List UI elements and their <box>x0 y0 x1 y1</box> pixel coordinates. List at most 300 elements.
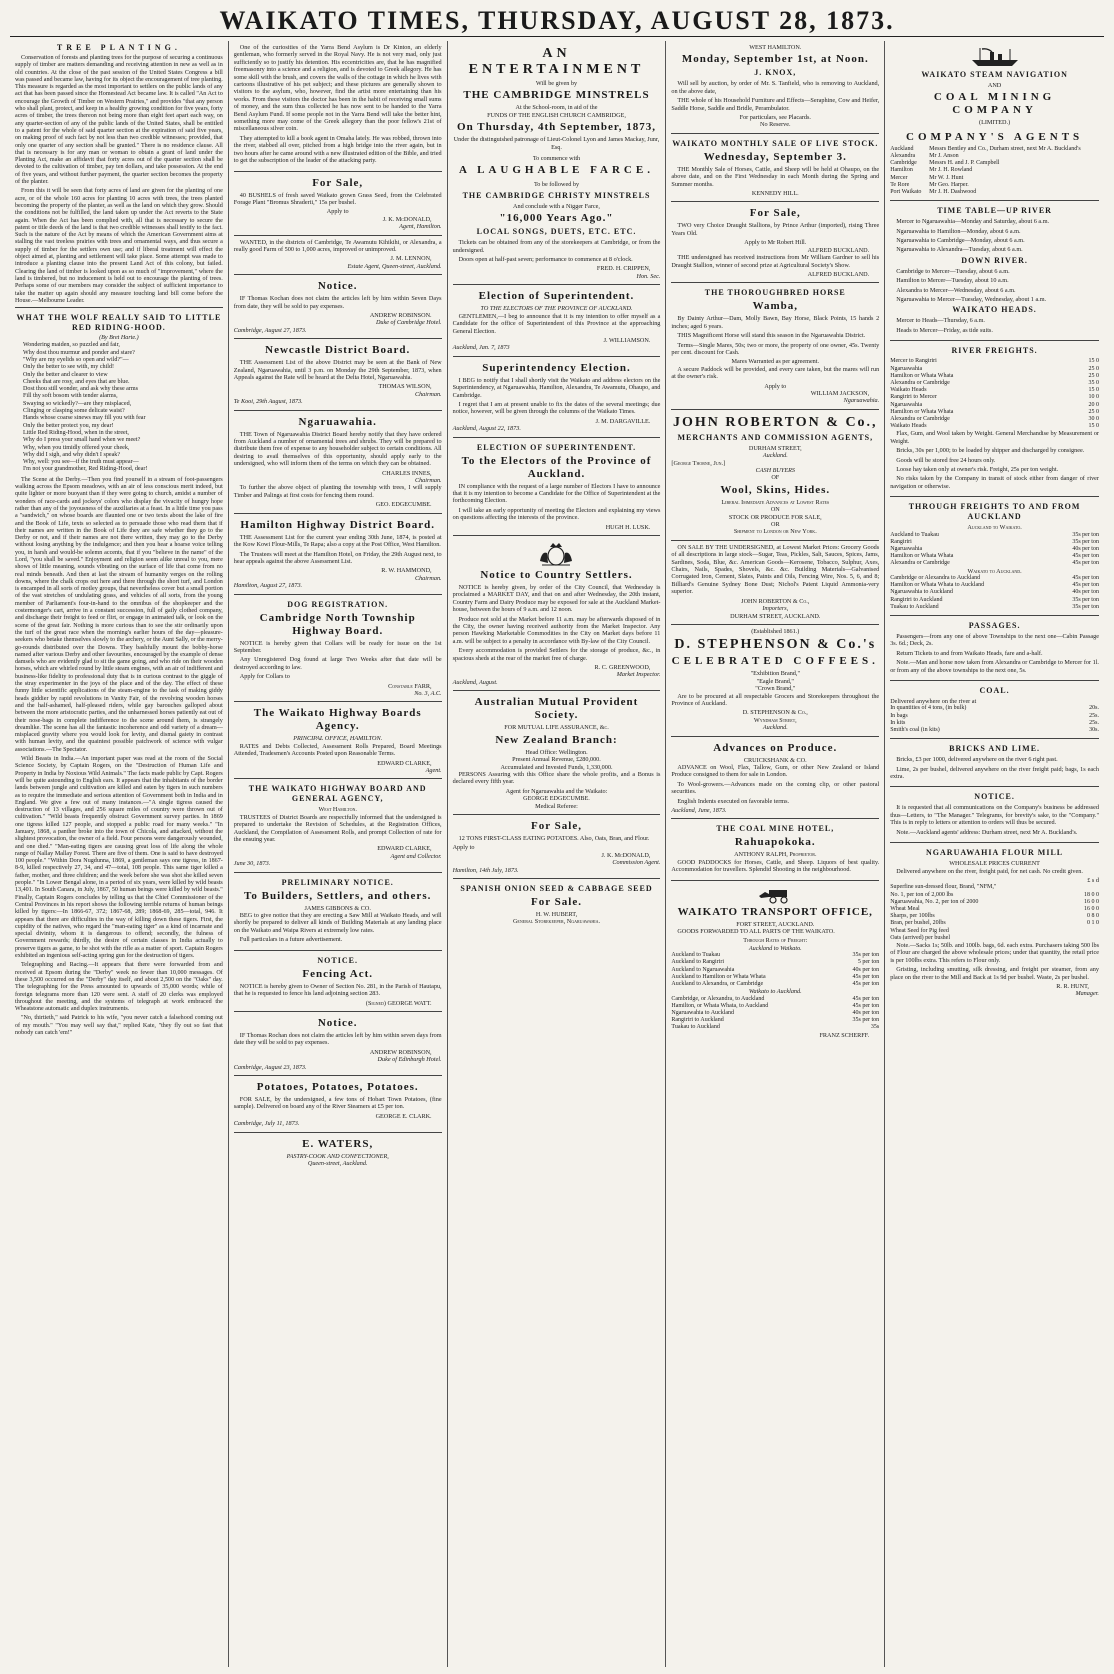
row-label: Alexandra <box>890 153 916 160</box>
ad-stallions <box>671 202 879 283</box>
ad-signature-sub: Duke of Edinburgh Hotel. <box>377 1056 442 1064</box>
ad-text: Terms—Single Mares, 50s; two or more, the property of one owner, 45s. Twenty per cent. discount for Cash. <box>671 341 880 356</box>
row-label: Hamilton or Whata Whata <box>890 408 954 415</box>
ad-title: Notice. <box>317 280 358 293</box>
ad-text: And conclude with a Nigger Farce, <box>513 202 600 210</box>
ad-text: TRUSTEES of District Boards are respectfully informed that the undersigned is prepared to undertake the Revision of Schedules, at the Registration Offices, Auckland, the Compilation of Assessment Rolls, and prompt Collection of rate for the ensuing year. <box>233 813 442 844</box>
ad-text: Goods will be stored free 24 hours only. <box>896 456 996 464</box>
row-value <box>1073 884 1099 891</box>
table-row <box>890 928 1099 935</box>
ad-title: LOCAL SONGS, DUETS, ETC. ETC. <box>476 227 637 237</box>
ad-text: "Crown Brand," <box>755 685 796 693</box>
ad-title: Wamba, <box>752 300 798 313</box>
ad-text: Apply to <box>764 382 787 390</box>
ad-text: GENTLEMEN,—I beg to announce that it is my intention to offer myself as a Candidate for the office of Superintendent of this Province at the approaching General Election. <box>452 312 661 335</box>
table-row <box>890 423 1099 430</box>
ad-text: A secure Paddock will be provided, and every care taken, but the mares will run at the owner's risk. <box>671 365 880 381</box>
time-table-line: Mercer to Ngaruawahia—Monday and Saturday, about 6 a.m. <box>896 218 1050 226</box>
ad-text: IF Thomas Kochan does not claim the articles left by him within Seven Days from date, they will be sold to pay expenses. <box>233 295 442 310</box>
ad-wanted <box>234 236 442 276</box>
row-label: Smith's coal (in kits) <box>890 727 940 734</box>
row-value: 10 0 <box>1088 394 1099 401</box>
ad-signature-sub: No. 3, A.C. <box>414 689 442 697</box>
table-row <box>890 373 1099 380</box>
column-1 <box>10 41 229 1667</box>
ad-title: Potatoes, Potatoes, Potatoes. <box>256 1080 419 1093</box>
ad-signature: FRANZ SCHERFF. <box>819 1031 870 1039</box>
ad-ngaruawahia <box>234 411 442 514</box>
royal-crest-icon <box>536 541 576 567</box>
row-label: Wheat Meal <box>890 905 920 912</box>
poem-author: (By Bret Harte.) <box>99 335 139 342</box>
ad-text: CASH BUYERS <box>755 467 795 474</box>
ad-text: Apply to Mr Robert Hill. <box>744 239 807 247</box>
table-row <box>890 160 1099 167</box>
row-value: 30s. <box>1089 727 1099 734</box>
row-value: 45s per ton <box>852 1002 880 1009</box>
row-value: 0 8 0 <box>1086 913 1099 920</box>
table-row <box>671 996 879 1003</box>
ad-text: OF <box>771 474 780 482</box>
ad-date: Cambridge, July 11, 1873. <box>233 1120 300 1128</box>
row-label: Hamilton or Whata Whata <box>890 553 954 560</box>
row-label: Alexandra or Cambridge <box>890 560 950 567</box>
row-label: Waikato Heads <box>890 387 927 394</box>
ad-signature: GEO. EDGECUMBE. <box>375 501 432 509</box>
ad-title: Notice to Country Settlers. <box>480 569 633 581</box>
row-label: Cambridge <box>890 160 917 167</box>
ad-amp-society <box>453 691 661 815</box>
table-row <box>890 589 1099 596</box>
row-label: Rangiriri to Mercer <box>890 394 937 401</box>
ad-text: TWO very Choice Draught Stallions, by Prince Arthur (imported), rising Three Years Old. <box>671 222 880 237</box>
ad-bricks-lime <box>890 739 1099 787</box>
ad-text: Agent for Ngaruawahia and the Waikato: <box>505 787 608 795</box>
table-row <box>890 146 1099 153</box>
time-table-line: Ngaruawahia to Hamilton—Monday, about 6 a.m. <box>896 227 1021 235</box>
ad-subtitle: West Hamilton. <box>318 806 357 814</box>
ad-subtitle: Queen-street, Auckland. <box>307 1159 368 1167</box>
ad-text: English Indents executed on favorable terms. <box>677 797 790 805</box>
ad-text: Any Unregistered Dog found at large Two Weeks after that date will be destroyed according to law. <box>233 656 442 671</box>
ad-text: Note.—Auckland agents' address: Durham street, next Mr A. Buckland's. <box>896 828 1078 836</box>
ad-text: Shipment to London or New York. <box>733 528 817 536</box>
ad-signature-sub: Duke of Cambridge Hotel. <box>375 319 442 327</box>
ad-title: BRICKS AND LIME. <box>949 744 1041 754</box>
ad-text: Loose hay taken only at owner's risk. Freight, 25s per ton weight. <box>896 465 1059 473</box>
table-row <box>890 884 1099 891</box>
masthead: WAIKATO TIMES, THURSDAY, AUGUST 28, 1873. <box>10 6 1104 37</box>
row-label: Cambridge, or Alexandra, to Auckland <box>671 995 765 1002</box>
ad-text: To be followed by <box>533 181 580 189</box>
ad-text: Waikato to Auckland. <box>748 988 802 996</box>
ad-entertainment <box>453 41 661 285</box>
ad-text: I BEG to notify that I shall shortly visit the Waikato and address electors on the Superintendency, at Ngaruawahia, Hamilton, Alexandra, Te Awamutu, Ohaupo, and Cambridge. <box>452 376 661 399</box>
freight-table <box>671 952 879 988</box>
ad-subtitle: WHOLESALE PRICES CURRENT <box>949 860 1040 868</box>
ad-time-table <box>890 201 1099 341</box>
table-row <box>890 913 1099 920</box>
row-label: Auckland to Tuakau <box>671 952 721 959</box>
ad-signature: JOHN ROBERTON & Co., <box>741 597 810 605</box>
table-row <box>890 358 1099 365</box>
poem-text: Wondering maiden, so puzzled and fair, Why dost thou murmur and ponder and stare? "Why are my eyelids so open and wild?"— Only the better to see with, my child! Only the better and clearer to view Cheeks that are rosy, and eyes that are blue. Dost thou still wonder, and ask why these arms Fill thy soft bosom with tender alarms, Swaying so wickedly?—are they misplaced, Clinging or clasping some delicate waist? Hands whose coarse sinews may fill you with fear Only the better protect you, my dear! Little Red Riding-Hood, when in the street, Why do I press your small hand when we meet? Why, when you timidly offered your cheek, Why did I sigh, and why didn't I speak? Why, well: you see—if the truth must appear— I'm not your grandmother, Red Riding-Hood, dear! <box>23 342 148 473</box>
row-label: Ngaruawahia <box>890 365 923 372</box>
column-4 <box>666 41 885 1667</box>
ad-date: Wednesday, September 3. <box>703 150 847 163</box>
row-value: 40s per ton <box>852 966 880 973</box>
article-poem <box>15 307 223 474</box>
row-value: 25 0 <box>1088 372 1099 379</box>
table-row <box>890 366 1099 373</box>
ad-election-lusk <box>453 438 661 536</box>
ad-knox-auction <box>671 41 879 134</box>
ad-signature-sub: Chairman. <box>414 390 442 398</box>
ad-grass-seed <box>234 172 442 236</box>
ad-river-freights <box>890 341 1099 497</box>
ad-title: For Sale, <box>531 819 582 832</box>
ad-title: For Sale. <box>531 895 582 908</box>
ad-title: "16,000 Years Ago." <box>499 212 614 225</box>
row-label: Hamilton or Whata Whata to Auckland <box>890 582 985 589</box>
ad-signature: (Signed) GEORGE WATT. <box>365 999 432 1007</box>
ad-signature: D. STEPHENSON & Co., <box>742 709 808 717</box>
ad-text: Liberal Immediate Advances at Lowest Rates <box>721 498 830 506</box>
ad-text: STOCK OR PRODUCE FOR SALE, <box>728 513 822 521</box>
ad-text: WANTED, in the districts of Cambridge, Te Awamutu Kihikihi, or Alexandra, a really good Farm of 500 to 1,000 acres, improved or unimproved. <box>233 238 442 253</box>
article-paragraph: The Scene at the Derby.—Then you find yourself in a stream of foot-passengers walking across the Epsom meadows, with an air of less conscious merit indeed, but quite lighter or more buoyant than if they were going to church, amidst a number of wonders of race-cards and jockeys' colors who display the vivacity of hungry hope rather than any of the joyousness of the auxiliaries at a feast. In a little time you pass a "sandwich," on whose boards are flaunted one or two texts about the lake of fire and the Book of Life, texts so selected as to persuade those who read them that if their names are written in the Book of Life they are safe whether they go to the Derby or not, and if their names are not there written, they may go to the Derby without losing anything by the indulgence; and then you hear a hoarse voice telling you, in harsh and would-be solemn accents, that if you "believe in the name" of the Lord, "you shall be saved." Enjoyment and religion seem alike unreal to you, mere shows of little meaning, sounds vibrating on the surface of life that come from no real minds beneath. And then at last the stream of humanity verges on the rolling downs, where the chalk crops out here and there through the short turf, and London is encamped in all sorts of motley groups, that nevertheless cover but a small portion of the vast stretches of undulating grass, and vehicles of all sorts, from the young member of Parliament's four-in-hand to the omnibus of the shopkeeper and the costermonger's cart, arrive in a constant succession, full of gaily clothed company, and discharge their freight to feed or flirt, or engage in animated talk, or look on the scene of the great fair. Nothing is more curious than to see the stir ordinarily upon the turf of the great race when the morning's earlier hours of the day—pleasure-seekers who betake themselves slowly to the archery, or the Aunt Sally, or the merry-go-rounds distributed over the Downs. They bashfully mount the bobby-horse named after various Derby and other favourites, encouraged by the example of dense damsels who are evidently glad to sit the game going, and who ride on their wooden horses, which are whirled round by little steam engines, with an air of indifferent and business-like fidelity to professional duty that is in curious contrast to the giggle of the stray experimenter in the joys of the place and of the day. The effect of these funny little scientific applications of the steam-engine to the task of making giddy heads giddier by rapid revolutions in Vanity Fair, of the revolving wooden horses and the half-ashamed, half-pleased riders, while gay barouches galloped about between the more aristocratic parties, and the unharnessed horses patiently eat out of their nose-bags in complete indifference to the scene around them, is strangely dreamlike. The scene has all the fantastic incoherence and odd variety of a dream—misplaced gravity where you would look for levity, and dismal gaiety in contrast with human levity, and the quaintest possible patchwork of science with vulgar associations.—The Spectator. <box>15 476 223 753</box>
table-row <box>890 713 1099 720</box>
row-value: Mr J. H. Dashwood <box>929 189 977 196</box>
ad-subtitle: TO THE ELECTORS OF THE PROVINCE OF AUCKLAND. <box>480 305 633 313</box>
ad-seed <box>453 879 661 930</box>
ad-date: Auckland, June, 1873. <box>671 807 727 814</box>
row-label: Oats (arrived) per bushel <box>890 934 950 941</box>
ad-text: NOTICE is hereby given that Collars will be ready for issue on the 1st September. <box>233 639 442 654</box>
ad-text: Head Office: Wellington. <box>525 748 588 756</box>
ad-text: PERSONS Assuring with this Office share the whole profits, and a Bonus is declared every fifth year. <box>452 770 661 786</box>
ad-title: Rahuapokoka. <box>734 836 816 849</box>
table-row <box>671 967 879 974</box>
ad-text: Waikato to Auckland. <box>967 567 1022 575</box>
ad-title: For Sale, <box>312 176 364 189</box>
article-asylum <box>234 41 442 172</box>
row-label: Rangiriri to Auckland <box>671 1017 724 1024</box>
ad-date: Cambridge, August 23, 1873. <box>233 1063 307 1071</box>
time-table-line: Hamilton to Mercer—Tuesday, about 10 a.m. <box>896 277 1009 285</box>
ad-signature: CHARLES INNES, <box>382 469 432 477</box>
row-label: Te Rore <box>890 181 910 188</box>
ad-title: Fencing Act. <box>302 967 374 980</box>
table-row <box>890 604 1099 611</box>
ad-text: Present Annual Revenue, £280,000. <box>512 756 601 764</box>
ad-text: Accumulated and Invested Funds, 1,330,000. <box>500 763 613 771</box>
row-value: Mr W. J. Hunt <box>929 174 964 181</box>
ad-text: ADVANCE on Wool, Flax, Tallow, Gum, or other New Zealand or Island Produce consigned to them for sale in London. <box>671 763 880 779</box>
freight-table <box>890 358 1099 430</box>
ad-passages <box>890 616 1099 681</box>
table-row <box>890 597 1099 604</box>
table-row <box>671 959 879 966</box>
row-value: 25 0 <box>1088 408 1099 415</box>
ad-title: Newcastle District Board. <box>265 344 411 357</box>
ad-text: Tickets can be obtained from any of the storekeepers at Cambridge, or from the undersigned. <box>452 239 661 254</box>
row-value: 16 0 0 <box>1083 898 1099 905</box>
row-value: 35s per ton <box>1072 603 1099 610</box>
row-label: Bran, per bushel, 20lbs <box>890 920 946 927</box>
ad-date: Hamilton, August 27, 1873. <box>233 582 303 590</box>
freight-table <box>671 996 879 1032</box>
ad-text: DURHAM STREET, <box>748 444 802 452</box>
ad-title: WAIKATO HEADS. <box>952 305 1037 315</box>
row-value: 15 0 <box>1088 423 1099 430</box>
columns <box>10 41 1104 1667</box>
agents-table <box>890 146 1099 196</box>
row-value: 18 0 0 <box>1083 891 1099 898</box>
ad-title: J. KNOX, <box>754 68 797 78</box>
ad-text: To commence with <box>532 155 581 163</box>
ad-highway-agency <box>234 702 442 779</box>
ad-title: D. STEPHENSON & Co.'s <box>674 637 877 653</box>
article-paragraph: One of the curiosities of the Yarra Bend Asylum is Dr Kinton, an elderly gentleman, who formerly served in the Royal Navy. He is not very mad, only just sufficiently so to justify his detention. His eccentricities are, that he has magnified freemasonry into a science and a religion, and is devoted to Greek allegory. He has some skill with the brush, and covers the walls of the cottage in which he lives with cartoons illustrative of his pet subject; and these pictures are generally shown to visitors to the asylum, who, however, find the artist more entertaining than his works. From these visitors the doctor has been in the habit of receiving small sums of money, and the sum thus collected he has now sent to be handed to the Yarra Bend Asylum Fund. If some people not in the Yarra Bend will take the better hint, something more may come of the Greek allegory than the poor fellow's 21st of miscellaneous silver coin. <box>233 44 442 133</box>
ad-signature-sub: Chairman. <box>414 574 442 582</box>
article-paragraph: Wild Beasts in India.—An important paper was read at the room of the Social Science Society, by Captain Rogers, on the "Destruction of Human Life and Property in India by Noxious Wild Animals." The facts made public by Capt. Rogers will be quite astounding to English ears. It appears that the inhabitants of the border lands between jungle and cultivation are killed and eaten by tigers in such numbers as to require the immediate and serious attention of Government both in India and in England. We give a few out of many instances.—"A single tigress caused the destruction of 13 villages, and 256 square miles of country were thrown out of cultivation." "Wild beasts frequently obstruct Government survey parties. In 1869 one tigress killed 127 people, and stopped a public road for many weeks." "In January, 1868, a panther broke into the town of Chicola, and attacked, without the slightest provocation, the owner of a field. Four persons were dangerously wounded, and one died." "Man-eating tigers are causing great loss of life along the whole range of Nallay Mallay Forest. There are five of them. One is said to have destroyed 100 people." "Within Dora Nugdunna, 1869, a gentleman says one tigress, in 1867-8-9, killed respectively 27, 34, and 47—total, 108 people. This same tiger killed a father, mother, and three children; and the week before she was shot she killed seven people." "In Lower Bengal alone, in a period of six years, were killed by wild beasts 13,401. In South Canara, in July, 1867, 50 human beings were killed by wild beasts." Finally, Captain Rogers concludes by telling us that the Chief Commissioner of the Central Provinces in his report shows the following terrible returns of human beings killed by tigers:—In 1866-67, 372; 1867-68, 289; 1868-69, 285—total, 946. It appears that there are difficulties in the way of killing down these tigers. First, the cupidity of the natives, who regard the "man-eating tiger" as a kind of incarnate and special divinity, whom it is dangerous to offend; secondly, the fulness of Government rewards; thirdly, the desire of certain classes in India actually to preserve tigers as game, to be shot with the rifle as a matter of sport. Captain Rogers exhibited an ingenious self-acting spring gun for the destruction of tigers. <box>15 756 223 960</box>
row-label: Auckland to Ngaruawahia <box>671 966 735 973</box>
row-label: Ngaruawahia to Auckland <box>671 1010 735 1017</box>
freight-table <box>890 575 1099 611</box>
ad-text: Return Tickets to and from Waikato Heads, fare and a-half. <box>896 649 1043 657</box>
row-label: In bags <box>890 712 908 719</box>
ad-advances <box>671 737 879 820</box>
ad-potatoes-mcdonald <box>453 815 661 879</box>
ad-market-day <box>453 536 661 691</box>
column-5 <box>885 41 1104 1667</box>
row-label: Ngaruawahia <box>890 545 923 552</box>
ad-signature: J. M. DARGAVILLE. <box>595 417 651 425</box>
ad-text: "Eagle Brand," <box>756 677 794 685</box>
ad-subtitle: WEST HAMILTON. <box>749 44 802 51</box>
row-value: 20 0 <box>1088 401 1099 408</box>
ad-text: Doors open at half-past seven; performance to commence at 8 o'clock. <box>458 256 633 264</box>
ad-signature-sub: Agent. <box>425 767 442 774</box>
ad-signature: ANDREW ROBINSON, <box>369 1048 432 1056</box>
ad-text: RATES and Debts Collected, Assessment Rolls Prepared, Board Meetings Attended, Tradesmen's Accounts Posted upon Reasonable Terms. <box>233 742 442 758</box>
row-label: Wheat Seed for Pig feed <box>890 927 949 934</box>
ad-text: Note.—Sacks 1s; 50lb. and 100lb. bags, 6d. each extra. Purchasers taking 500 lbs of Flour are charged the above wholesale prices; under that quantity, the retail price is per 100lbs extra. This refers to Flour only. <box>890 941 1099 964</box>
ad-title: Superintendency Election. <box>482 361 631 374</box>
ad-title: AN ENTERTAINMENT <box>468 46 645 77</box>
ad-text: The Trustees will meet at the Hamilton Hotel, on Friday, the 29th August next, to hear appeals against the above Assessment List. <box>233 550 442 565</box>
ad-date: Hamilton, 14th July, 1873. <box>452 866 519 874</box>
row-label: Ngaruawahia to Auckland <box>890 589 953 596</box>
ad-title: To the Electors of the Province of Auckland. <box>461 454 652 480</box>
ad-text: FOR SALE, by the undersigned, a few tons of Hobart Town Potatoes, (fine sample). Delivered on board any of the River Steamers at £5 per ton. <box>233 1095 442 1111</box>
ad-title: Election of Superintendent. <box>478 290 635 303</box>
ad-signature: R. W. HAMMOND, <box>381 567 432 575</box>
ad-highway-board <box>234 779 442 872</box>
table-row <box>890 175 1099 182</box>
ad-coal-mine-hotel <box>671 819 879 880</box>
table-row <box>890 705 1099 712</box>
row-label: Ngaruawahia, No. 2, per ton of 2000 <box>890 898 979 905</box>
poem-title: WHAT THE WOLF REALLY SAID TO LITTLE RED RIDING-HOOD. <box>16 313 222 333</box>
table-row <box>890 387 1099 394</box>
row-label: Alexandra or Cambridge <box>890 379 950 386</box>
price-header: £ s d <box>1087 876 1099 884</box>
ad-date: Auckland, August 22, 1873. <box>452 425 521 433</box>
ad-text: FUNDS OF THE ENGLISH CHURCH CAMBRIDGE, <box>487 111 626 119</box>
ad-signature-sub: Auckland. <box>762 724 788 732</box>
ad-title: Advances on Produce. <box>713 741 838 754</box>
ad-date: Auckland, August. <box>452 678 498 686</box>
ad-steam-navigation <box>890 41 1099 201</box>
row-label: Tuakau to Auckland <box>671 1024 720 1031</box>
ad-text: I regret that I am at present unable to fix the dates of the several meetings; due notice, however, will be given through the columns of the Waikato Times. <box>452 400 661 416</box>
ad-election-dargaville <box>453 357 661 438</box>
row-label: Hamilton <box>890 167 913 174</box>
ad-title: For Sale, <box>749 207 801 220</box>
ad-text: GOOD PADDOCKS for Horses, Cattle, and Sheep. Liquors of best quality. Accommodation for travellers. Splendid Shooting in the neighbourhood. <box>671 858 880 874</box>
row-value: 15 0 <box>1088 358 1099 365</box>
ad-text: Mares Warranted as per agreement. <box>731 358 820 366</box>
ad-title: Wool, Skins, Hides. <box>720 483 831 496</box>
ad-date: Te Kooi, 29th August, 1873. <box>233 398 303 406</box>
article-paragraph: Telegraphing and Racing.—It appears that there were forwarded from and received at Epsom during the "Derby" week no fewer than 10,000 messages. Of these 3,500 occurred on the "Derby" day itself, and about 2,500 on the "Oaks" day. The telegraphing for the Press amounted to upwards of 35,000 words; while of foreign telegrams more than 120 were sent. A staff of 20 clerks was employed throughout the meeting, and the systems of telegraph at work embraced the Wheatstone automatic and duplex instruments. <box>15 962 223 1013</box>
row-value: 40s per ton <box>852 1010 880 1017</box>
ad-title: COMPANY'S AGENTS <box>906 130 1084 143</box>
ad-hamilton-board <box>234 514 442 595</box>
ad-text: IN compliance with the request of a large number of Electors I have to announce that it is my intention to become a Candidate for the Office of Superintendent at the forthcoming Election. <box>452 482 661 505</box>
ad-text: [George Thorne, Jun.] <box>671 459 726 467</box>
ad-waters <box>234 1133 442 1172</box>
ad-text: Through Rates of Freight: <box>743 937 808 945</box>
ad-text: THE undersigned has received instructions from Mr William Gardner to sell his Draught Stallion, winner of second prize at Agricultural Society's Show. <box>671 254 880 269</box>
ad-text: GOODS FORWARDED TO ALL PARTS OF THE WAIKATO. <box>677 928 835 936</box>
article-paragraph: They attempted to kill a book agent in Omaha lately. He was robbed, thrown into the river, stabbed all over, pitched from a high bridge into the river again, but in two hours after he came around with a new illustrated edition of the Bible, and tried to get the subscription of the leader of the attacking party. <box>233 134 442 165</box>
ad-subtitle: PRINCIPAL OFFICE, HAMILTON. <box>293 735 383 743</box>
ad-signature-sub: Ngaruawahia. <box>843 397 880 405</box>
ad-text: (LIMITED.) <box>979 119 1011 127</box>
ad-newcastle-board <box>234 339 442 410</box>
ad-stephenson <box>671 625 879 737</box>
ad-text: THE Monthly Sale of Horses, Cattle, and Sheep will be held at Ohaupo, on the above date, and on the First Wednesday in each Month during the Spring and Summer months. <box>671 165 880 188</box>
ad-signature: ALFRED BUCKLAND. <box>807 270 870 278</box>
ad-subtitle: FORT STREET, AUCKLAND. <box>736 920 815 928</box>
column-3 <box>448 41 667 1667</box>
ad-signature-sub: General Storekeeper, Ngaruawahia. <box>512 918 601 926</box>
row-value: 45s per ton <box>852 981 880 988</box>
ad-wamba <box>671 283 879 409</box>
article-paragraph: "No, thirtieth," said Patrick to his wife, "you never catch a falsehood coming out of my mouth." "You may well say that," replied Kate, "they fly out so fast that nobody can catch 'em!" <box>15 1015 223 1036</box>
time-table-line: Ngaruawahia to Cambridge—Monday, about 6 a.m. <box>896 237 1025 245</box>
ad-signature: GEORGE EDGECUMBE. <box>523 795 590 803</box>
table-row <box>890 575 1099 582</box>
ad-signature: KENNEDY HILL. <box>751 190 799 198</box>
time-table-down <box>890 268 1099 304</box>
row-label: Alexandra or Cambridge <box>890 415 950 422</box>
ad-text: No risks taken by the Company in transit of stock either from danger of river navigation or otherwise. <box>890 475 1099 490</box>
ad-title: PRELIMINARY NOTICE. <box>281 877 394 887</box>
row-value: 45s per ton <box>1072 575 1099 581</box>
time-table-heads <box>890 317 1099 334</box>
ad-text: Are to be procured at all respectable Grocers and Storekeepers throughout the Province of Auckland. <box>671 692 880 707</box>
ad-signature-sub: Estate Agent, Queen-street, Auckland. <box>347 262 442 270</box>
ad-roberton-sale <box>671 541 879 625</box>
ad-election-williamson <box>453 285 661 356</box>
row-value: Messrs H. and J. P. Campbell <box>929 160 1000 167</box>
ad-text: Full particulars in a future advertisement. <box>239 936 343 944</box>
table-row <box>890 416 1099 423</box>
ad-text: I will take an early opportunity of meeting the Electors and explaining my views on questions affecting the interests of the province. <box>452 506 661 522</box>
ad-text: Delivered anywhere on the river at <box>890 698 977 706</box>
row-label: Rangiriri to Auckland <box>890 596 943 603</box>
time-table-line: Heads to Mercer—Friday, as tide suits. <box>896 326 993 334</box>
ad-title: THE WAIKATO HIGHWAY BOARD AND GENERAL AGENCY, <box>248 784 427 804</box>
ad-title: WAIKATO MONTHLY SALE OF LIVE STOCK. <box>672 138 879 148</box>
ad-signature: J. WILLIAMSON. <box>603 336 651 344</box>
ad-title: NOTICE. <box>974 792 1015 802</box>
column-2 <box>229 41 448 1667</box>
ad-title: NOTICE. <box>317 955 358 965</box>
ad-dog-registration <box>234 595 442 703</box>
row-label: Ngaruawahia <box>890 401 923 408</box>
ad-signature: GEORGE E. CLARK. <box>375 1112 432 1120</box>
ad-text: Bricks, £3 per 1000, delivered anywhere on the river 6 right past. <box>896 756 1058 764</box>
table-row <box>890 409 1099 416</box>
table-row <box>890 394 1099 401</box>
ad-signature-sub: Commission Agent. <box>612 859 661 867</box>
row-label: Hamilton, or Whata Whata, to Auckland <box>671 1002 769 1009</box>
ad-through-freights <box>890 497 1099 616</box>
ad-title: SPANISH ONION SEED & CABBAGE SEED <box>460 883 653 893</box>
row-value: 35s per ton <box>852 1017 880 1024</box>
table-row <box>890 560 1099 567</box>
steamship-icon <box>968 46 1022 68</box>
row-label: In quantities of 4 tons, (in bulk) <box>890 705 967 712</box>
table-row <box>890 727 1099 734</box>
ad-text: IF Thomas Rochan does not claim the articles left by him within seven days from date they will be sold to pay expenses. <box>233 1031 442 1047</box>
ad-signature: Constable FARR, <box>388 682 432 690</box>
time-table-line: Alexandra to Mercer—Wednesday, about 6 a.m. <box>896 286 1016 294</box>
ad-signature: THOMAS WILSON, <box>378 383 432 391</box>
table-row <box>671 981 879 988</box>
time-table-up <box>890 218 1099 254</box>
ad-text: 12 TONS FIRST-CLASS EATING POTATOES. Also, Oats, Bran, and Flour. <box>458 834 650 842</box>
ad-text: Bricks, 30s per 1,000; to be loaded by shipper and discharged by consignee. <box>896 447 1085 455</box>
row-label: Sharps, per 100lbs <box>890 913 935 920</box>
row-value: 40s per ton <box>1072 545 1099 552</box>
ad-signature-sub: Manager. <box>1075 990 1099 998</box>
row-label: Port Waikato <box>890 189 922 196</box>
row-value: 45s per ton <box>852 995 880 1002</box>
ad-text: NOTICE is hereby given to Owner of Section No. 281, in the Parish of Hautapu, that he is requested to fence his land adjoining section 283. <box>233 982 442 998</box>
ad-subtitle: CRUICKSHANK & CO. <box>743 756 807 764</box>
ad-text: NOTICE is hereby given, by order of the City Council, that Wednesday is proclaimed a MARKET DAY, and that on and after Wednesday, the 20th instant, Country Farm and Dairy Produce may be exposed for sale at the Auckland Market-house, between the hours of 9 a.m. and 12 noon. <box>452 584 661 614</box>
ad-text: BEG to give notice that they are erecting a Saw Mill at Waikato Heads, and will shortly be prepared to deliver all kinds of Building Materials at any landing place on the Waikato and Waipa Rivers at extremely low rates. <box>233 912 442 934</box>
row-value <box>1073 935 1099 942</box>
ad-text: Delivered anywhere on the river, freight paid, for net cash. No credit given. <box>896 867 1083 875</box>
ad-signature-sub: Importers, <box>762 605 789 613</box>
ad-title: Hamilton Highway District Board. <box>240 518 435 531</box>
ad-title: Cambridge North Township Highway Board. <box>259 611 416 637</box>
row-value: 35s per ton <box>1072 531 1099 538</box>
row-label: Waikato Heads <box>890 423 927 430</box>
table-row <box>890 532 1099 539</box>
row-value: 40s per ton <box>1072 589 1099 596</box>
row-value: 35s per ton <box>852 952 880 959</box>
row-value: 16 0 0 <box>1083 905 1099 912</box>
ad-text: ON SALE BY THE UNDERSIGNED, at Lowest Market Prices: Grocery Goods of all descriptions in large stock—Sugar, Teas, Pickles, Salt, Sauces, Spices, Jams, Sardines, Soda, Blue, &c. American Goods—Kerosene, Tobacco, Sulphur, Axes, Chairs, Nails, Spades, Shovels, &c. &c. Building Materials—Galvanised Corrugated Iron, Cement, Slates, Paints and Oils, Fencing Wire, Nos. 5, 6, and 8; Billiard's Genuine Sydney Bone Dust; Nichol's Patent Liquid Ammonia-very superior. <box>671 543 880 596</box>
